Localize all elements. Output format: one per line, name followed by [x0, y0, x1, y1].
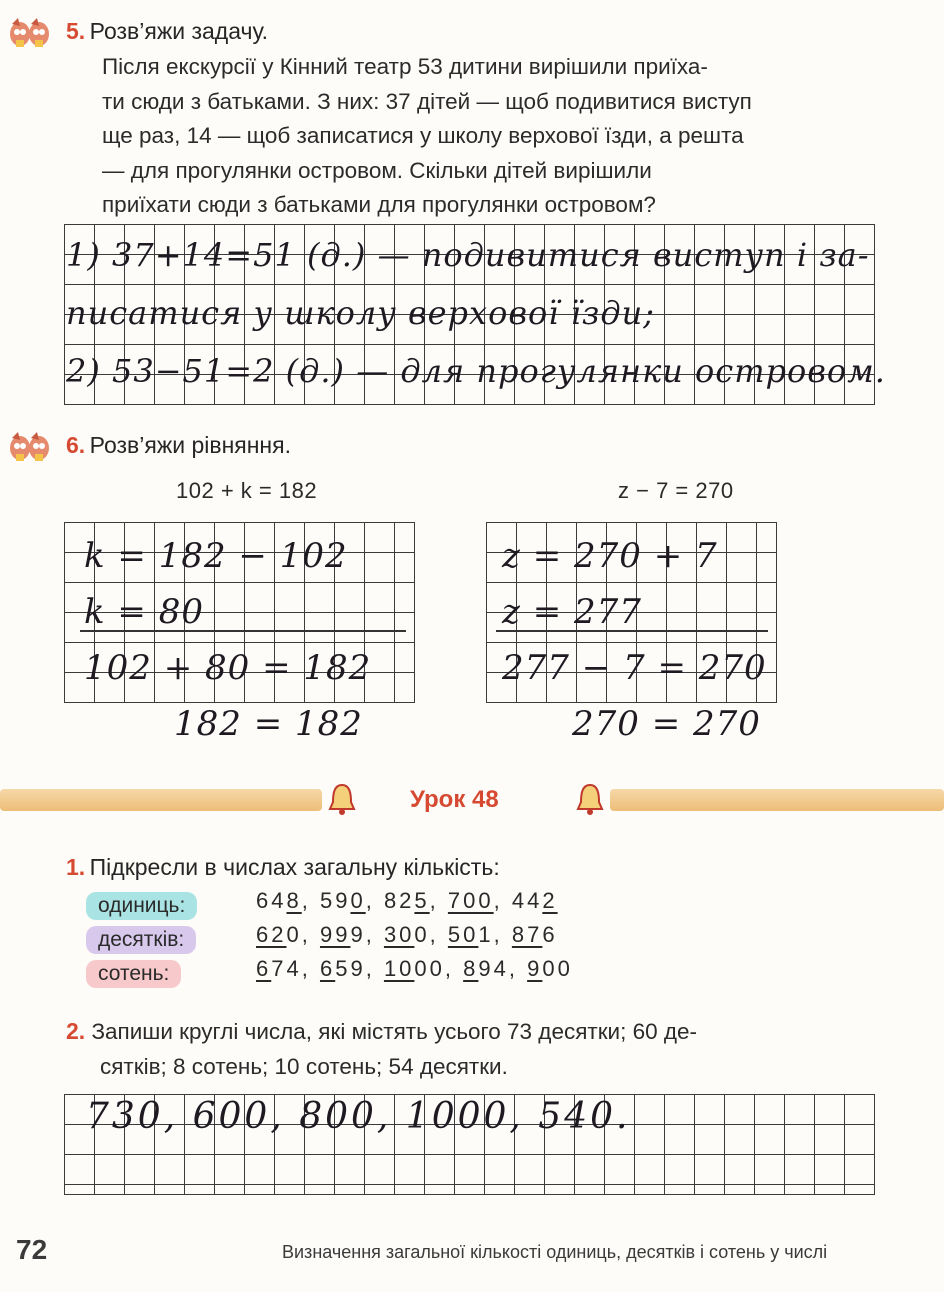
- number: 999: [319, 922, 366, 947]
- l2-text: [66, 1014, 868, 1084]
- footer-text: Визначення загальної кількості одиниць, десятків і сотень у числі: [282, 1242, 828, 1262]
- task-line: — для прогулянки островом. Скільки дітей вирішили: [102, 157, 652, 183]
- task-title: Підкресли в числах загальну кількість:: [89, 854, 500, 880]
- task-line: Запиши круглі числа, які містять усього 73 десятки; 60 де-: [91, 1019, 698, 1044]
- task-number: 1.: [66, 854, 86, 880]
- tens-numbers: 620, 999, 300, 501, 876: [256, 922, 558, 947]
- handwritten-line: z = 270 + 7: [502, 536, 718, 576]
- task-line: приїхати сюди з батьками для прогулянки островом?: [102, 192, 656, 217]
- equation-left: 102 + k = 182: [176, 478, 318, 503]
- handwritten-line: 182 = 182: [174, 704, 363, 744]
- number: 674: [256, 956, 302, 981]
- handwritten-line: 2) 53−51=2 (д.) — для прогулянки островом.: [66, 352, 886, 390]
- handwritten-line: z = 277: [502, 592, 642, 632]
- tens-label: десятків:: [86, 926, 196, 954]
- handwritten-line: k = 80: [84, 592, 204, 632]
- equation-right: z − 7 = 270: [618, 478, 734, 503]
- page-number: 72: [16, 1234, 48, 1265]
- owl-pair-icon: [8, 14, 52, 50]
- handwritten-line: k = 182 − 102: [84, 536, 348, 576]
- l2-handwriting: 730, 600, 800, 1000, 540.: [86, 1096, 631, 1137]
- handwritten-line: 102 + 80 = 182: [84, 648, 372, 688]
- number: 894: [463, 956, 509, 981]
- task-line: ти сюди з батьками. З них: 37 дітей — щоб подивитися виступ: [102, 88, 752, 114]
- number: 501: [447, 922, 494, 947]
- task-line: ще раз, 14 — щоб записатися у школу верхової їзди, а решта: [102, 123, 744, 148]
- number: 900: [527, 956, 573, 981]
- task5-text: [102, 50, 868, 223]
- task5-solution: [66, 226, 906, 400]
- task6-left-solution: [84, 528, 371, 752]
- units-numbers: 648, 590, 825, 700, 442: [256, 888, 558, 913]
- number: 648: [256, 888, 302, 913]
- hundreds-numbers: 674, 659, 1000, 894, 900: [256, 956, 573, 981]
- task5-header: [66, 18, 268, 45]
- bell-icon: [576, 782, 604, 816]
- number: 590: [319, 888, 366, 913]
- number: 300: [383, 922, 430, 947]
- task6-header: [66, 432, 291, 459]
- number: 876: [511, 922, 558, 947]
- task-number: 5.: [66, 18, 86, 44]
- lesson-bar-left: [0, 789, 322, 811]
- number: 659: [319, 956, 366, 981]
- task-title: Розв’яжи рівняння.: [89, 432, 291, 458]
- number: 825: [383, 888, 430, 913]
- lesson-bar-right: [610, 789, 944, 811]
- handwritten-line: 270 = 270: [572, 704, 761, 744]
- task-line: Після екскурсії у Кінний театр 53 дитини вирішили приїха-: [102, 54, 708, 79]
- l1-header: [66, 854, 500, 881]
- number: 700: [447, 888, 494, 913]
- task-number: 6.: [66, 432, 86, 458]
- task-line: сятків; 8 сотень; 10 сотень; 54 десятки.: [100, 1053, 508, 1079]
- bell-icon: [328, 782, 356, 816]
- number: 620: [256, 922, 302, 947]
- number: 442: [511, 888, 558, 913]
- number: 1000: [383, 956, 445, 981]
- handwritten-line: 1) 37+14=51 (д.) — подивитися виступ і за-: [66, 236, 870, 274]
- lesson-title: Урок 48: [410, 786, 499, 813]
- task-number: 2.: [66, 1018, 86, 1044]
- handwritten-line: 277 − 7 = 270: [502, 648, 767, 688]
- owl-pair-icon: [8, 428, 52, 464]
- handwritten-line: писатися у школу верхової їзди;: [66, 294, 655, 332]
- task-title: Розв’яжи задачу.: [89, 18, 269, 44]
- units-label: одиниць:: [86, 892, 197, 920]
- task6-right-solution: [502, 528, 767, 752]
- hundreds-label: сотень:: [86, 960, 181, 988]
